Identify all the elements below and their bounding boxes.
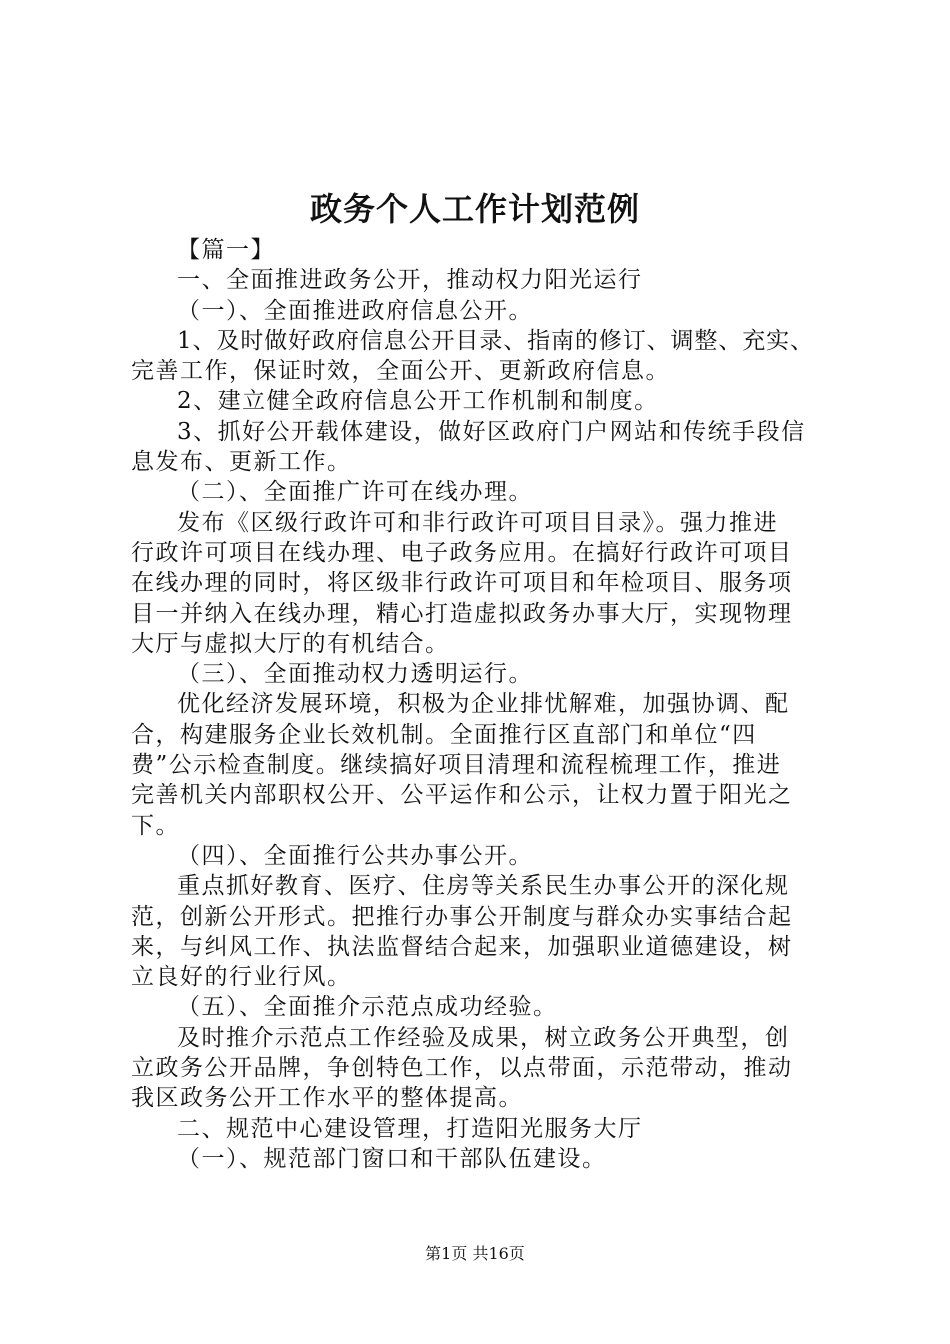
text-line: 3、抓好公开载体建设，做好区政府门户网站和传统手段信: [177, 418, 806, 445]
text-line: 及时推介示范点工作经验及成果，树立政务公开典型，创: [177, 1024, 790, 1051]
text-line-continued: 在线办理的同时，将区级非行政许可项目和年检项目、服务项: [131, 570, 793, 597]
text-line-continued: 合，构建服务企业长效机制。全面推行区直部门和单位“四: [131, 721, 757, 748]
text-line-continued: 费”公示检查制度。继续搞好项目清理和流程梳理工作，推进: [131, 752, 782, 779]
subheading: （三）、全面推动权力透明运行。: [177, 661, 533, 688]
text-line: 1、及时做好政府信息公开目录、指南的修订、调整、充实、: [177, 327, 814, 354]
document-title: 政务个人工作计划范例: [309, 190, 640, 228]
text-line-continued: 范，创新公开形式。把推行办事公开制度与群众办实事结合起: [131, 903, 793, 930]
subheading: （四）、全面推行公共办事公开。: [177, 842, 533, 869]
text-line-continued: 行政许可项目在线办理、电子政务应用。在搞好行政许可项目: [131, 539, 793, 566]
text-line-continued: 下。: [131, 812, 180, 839]
text-line: 2、建立健全政府信息公开工作机制和制度。: [177, 388, 659, 415]
text-line-continued: 息发布、更新工作。: [131, 449, 352, 476]
section-label: 【篇一】: [177, 237, 275, 263]
subheading: （二）、全面推广许可在线办理。: [177, 479, 533, 506]
text-line-continued: 目一并纳入在线办理，精心打造虚拟政务办事大厅，实现物理: [131, 600, 793, 627]
text-line-continued: 来，与纠风工作、执法监督结合起来，加强职业道德建设，树: [131, 933, 793, 960]
heading-2: 二、规范中心建设管理，打造阳光服务大厅: [177, 1115, 643, 1142]
text-line: 优化经济发展环境，积极为企业排忧解难，加强协调、配: [177, 691, 790, 718]
text-line-continued: 完善机关内部职权公开、公平运作和公示，让权力置于阳光之: [131, 782, 793, 809]
text-line-continued: 立良好的行业行风。: [131, 964, 352, 991]
subheading: （一）、规范部门窗口和干部队伍建设。: [177, 1145, 607, 1172]
text-line-continued: 大厅与虚拟大厅的有机结合。: [131, 630, 450, 657]
document-body: [131, 235, 831, 1174]
text-line: 发布《区级行政许可和非行政许可项目目录》。强力推进: [177, 509, 778, 536]
page-number-footer: 第1页 共16页: [425, 1244, 525, 1263]
heading-1: 一、全面推进政务公开，推动权力阳光运行: [177, 267, 643, 294]
text-line-continued: 立政务公开品牌，争创特色工作，以点带面，示范带动，推动: [131, 1055, 793, 1082]
subheading: （五）、全面推介示范点成功经验。: [177, 994, 558, 1021]
text-line: 重点抓好教育、医疗、住房等关系民生办事公开的深化规: [177, 873, 790, 900]
text-line-continued: 完善工作，保证时效，全面公开、更新政府信息。: [131, 358, 670, 385]
subheading: （一）、全面推进政府信息公开。: [177, 297, 533, 324]
text-line-continued: 我区政务公开工作水平的整体提高。: [131, 1085, 523, 1112]
